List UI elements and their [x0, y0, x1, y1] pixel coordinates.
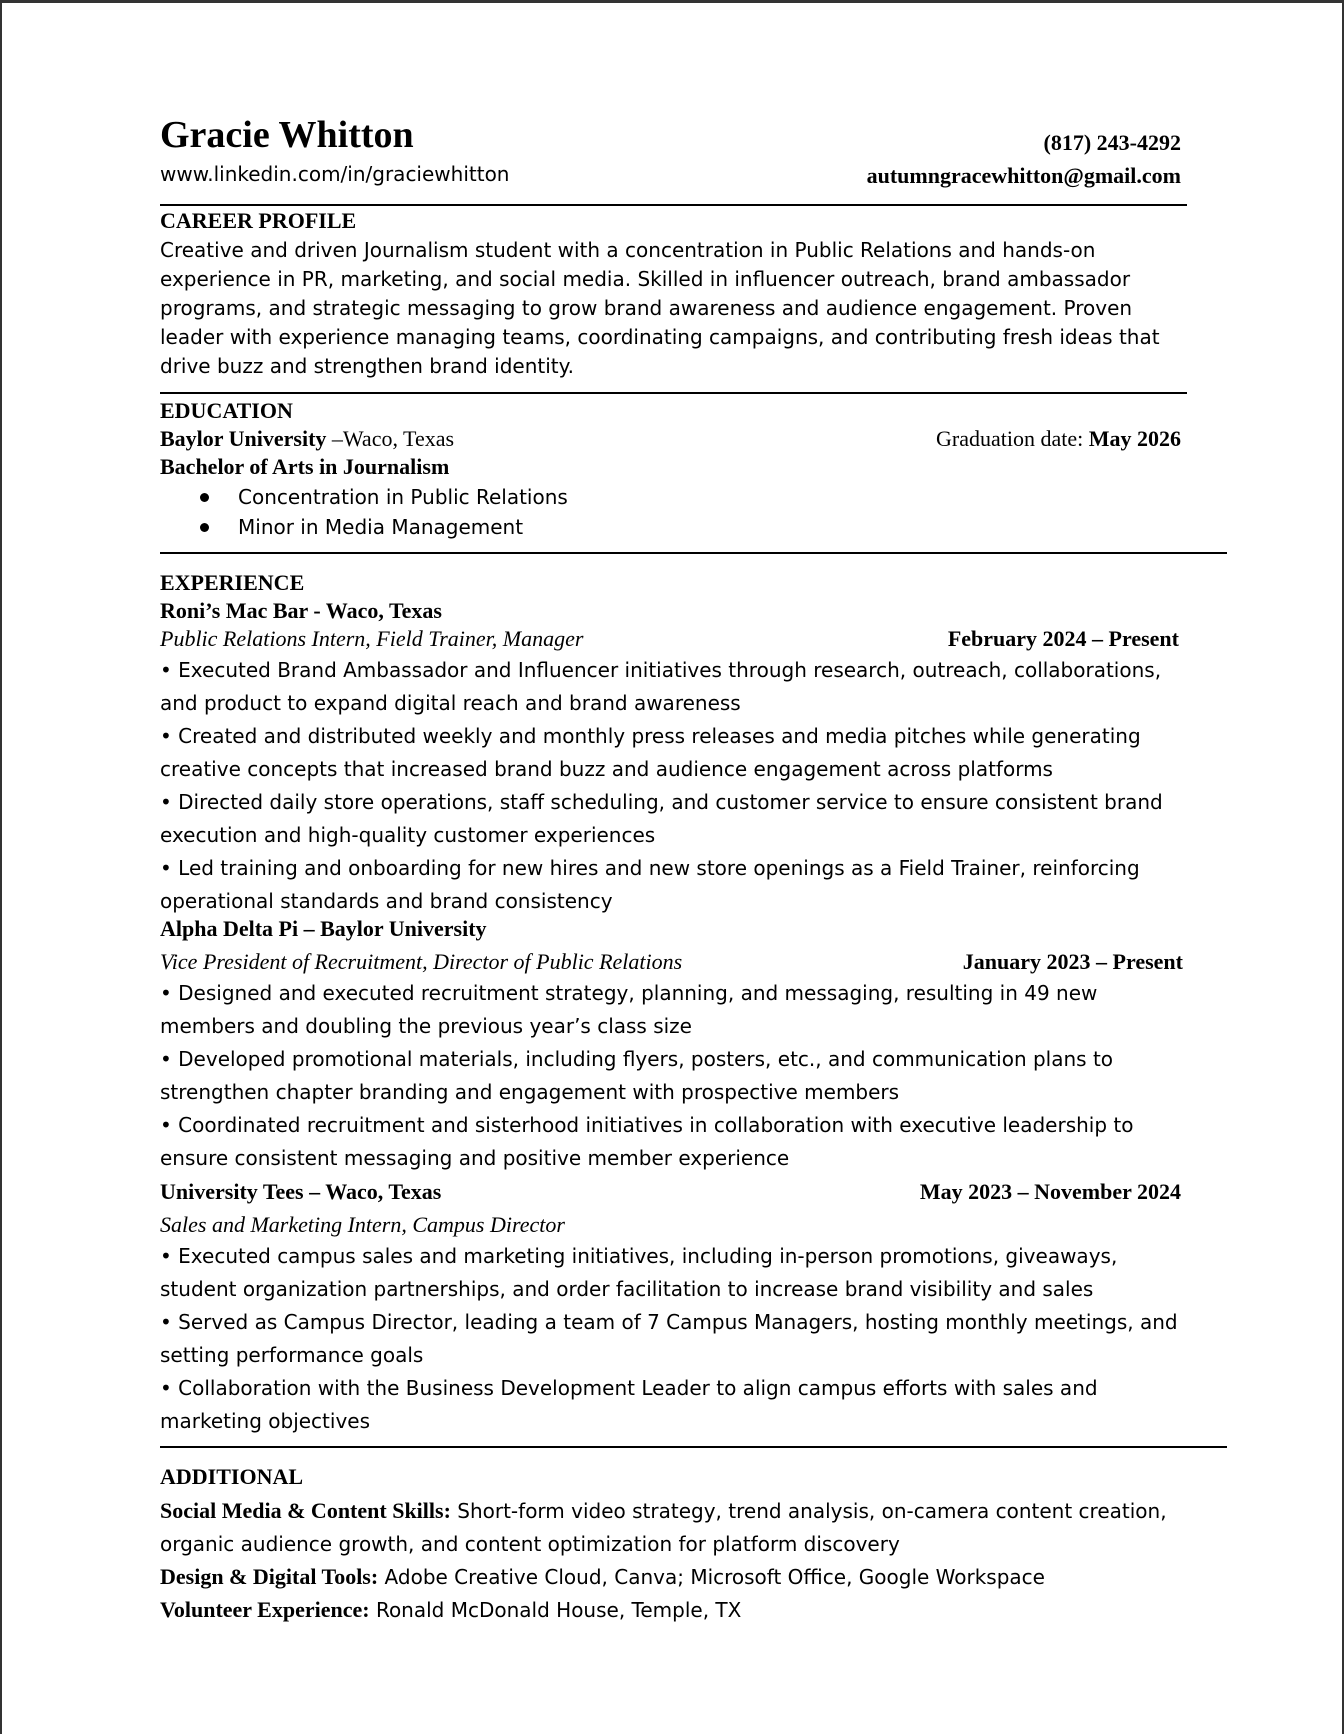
graduation-value: May 2026 [1088, 426, 1181, 451]
career-profile-text: Creative and driven Journalism student with a concentration in Public Relations and hands-on experience in PR, marketing, and social media. Skilled in influencer outreach, brand ambassador programs, and strategic messaging to grow brand awareness and audience engagement. Proven leader with experience managing teams, coordinating campaigns, and contributing fresh ideas that drive buzz and strengthen brand identity. [160, 238, 1160, 378]
degree: Bachelor of Arts in Journalism [160, 454, 450, 479]
divider [160, 204, 1187, 206]
job-dates: February 2024 – Present [947, 626, 1179, 651]
list-item: • Executed Brand Ambassador and Influencer initiatives through research, outreach, collaborations, and product to expand digital reach and brand awareness [160, 658, 1162, 715]
list-item: • Led training and onboarding for new hires and new store openings as a Field Trainer, reinforcing operational standards and brand consistency [160, 856, 1140, 913]
additional-label: Volunteer Experience: [160, 1597, 370, 1622]
education-heading: EDUCATION [160, 398, 293, 423]
list-item: • Coordinated recruitment and sisterhood initiatives in collaboration with executive leadership to ensure consistent messaging and positive member experience [160, 1113, 1134, 1170]
experience-heading: EXPERIENCE [160, 570, 305, 595]
divider [160, 1446, 1227, 1448]
linkedin-url: www.linkedin.com/in/graciewhitton [160, 162, 510, 186]
bullet-icon [200, 523, 209, 532]
additional-label: Design & Digital Tools: [160, 1564, 379, 1589]
additional-text: Short-form video strategy, trend analysis, on-camera content creation, organic audience growth, and content optimization for platform discovery [160, 1499, 1167, 1556]
additional-item [160, 1494, 1190, 1561]
list-item: • Designed and executed recruitment strategy, planning, and messaging, resulting in 49 new members and doubling the previous year’s class size [160, 981, 1098, 1038]
list-item: • Created and distributed weekly and monthly press releases and media pitches while generating creative concepts that increased brand buzz and audience engagement across platforms [160, 724, 1141, 781]
job-bullets [160, 654, 1190, 918]
bullet-icon [200, 493, 209, 502]
additional-item [160, 1560, 1190, 1594]
list-item: Minor in Media Management [160, 512, 568, 542]
job-role: Vice President of Recruitment, Director of Public Relations [160, 949, 683, 974]
list-item: • Executed campus sales and marketing initiatives, including in-person promotions, giveaways, student organization partnerships, and order facilitation to increase brand visibility and sales [160, 1244, 1118, 1301]
graduation-label: Graduation date: [936, 426, 1089, 451]
job-org: University Tees – Waco, Texas [160, 1179, 442, 1204]
resume-name: Gracie Whitton [160, 114, 414, 156]
list-item: • Collaboration with the Business Development Leader to align campus efforts with sales and marketing objectives [160, 1376, 1098, 1433]
job-dates: May 2023 – November 2024 [919, 1179, 1181, 1204]
education-school-line [160, 426, 454, 452]
additional-text: Ronald McDonald House, Temple, TX [369, 1598, 742, 1622]
divider [160, 552, 1227, 554]
job-role: Sales and Marketing Intern, Campus Director [160, 1212, 565, 1237]
graduation-date [936, 426, 1181, 452]
additional-heading: ADDITIONAL [160, 1464, 304, 1489]
list-item: • Developed promotional materials, including flyers, posters, etc., and communication plans to strengthen chapter branding and engagement with prospective members [160, 1047, 1114, 1104]
list-item: • Served as Campus Director, leading a team of 7 Campus Managers, hosting monthly meetings, and setting performance goals [160, 1310, 1178, 1367]
job-bullets [160, 1240, 1190, 1438]
job-org: Roni’s Mac Bar - Waco, Texas [160, 598, 442, 623]
school-name: Baylor University [160, 426, 327, 451]
additional-text: Adobe Creative Cloud, Canva; Microsoft Office, Google Workspace [378, 1565, 1045, 1589]
phone-number: (817) 243-4292 [1043, 130, 1181, 155]
email-address: autumngracewhitton@gmail.com [866, 163, 1181, 188]
list-item: • Directed daily store operations, staff scheduling, and customer service to ensure consistent brand execution and high-quality customer experiences [160, 790, 1163, 847]
school-location: –Waco, Texas [326, 426, 455, 451]
list-item: Concentration in Public Relations [160, 482, 568, 512]
job-bullets [160, 977, 1190, 1175]
divider [160, 392, 1187, 394]
additional-item [160, 1593, 1190, 1627]
career-profile-heading: CAREER PROFILE [160, 208, 357, 233]
job-org: Alpha Delta Pi – Baylor University [160, 916, 487, 941]
additional-label: Social Media & Content Skills: [160, 1498, 451, 1523]
education-details [160, 482, 568, 542]
job-role: Public Relations Intern, Field Trainer, Manager [160, 626, 584, 651]
job-dates: January 2023 – Present [962, 949, 1183, 974]
